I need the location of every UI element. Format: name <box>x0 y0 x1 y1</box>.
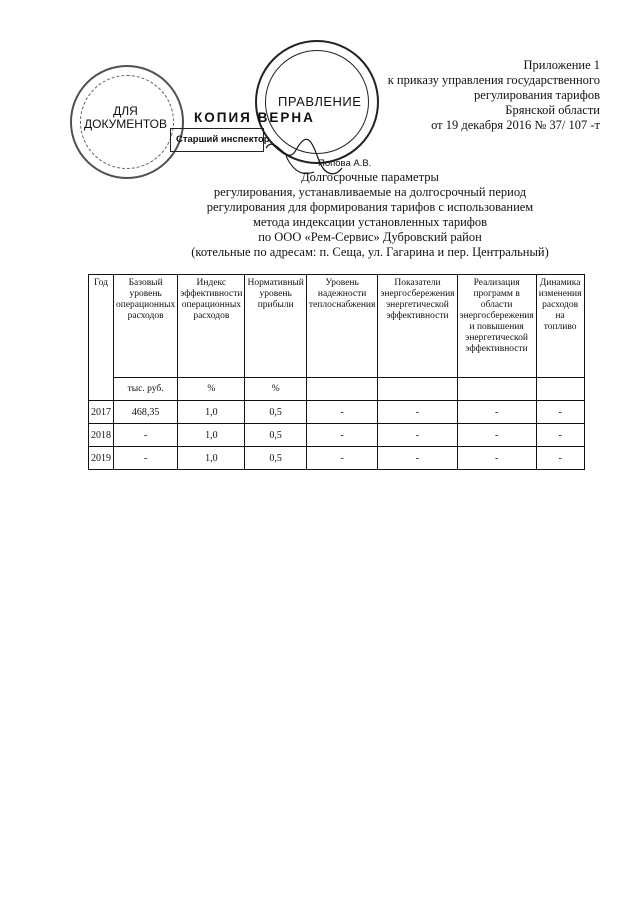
table-cell: - <box>457 401 536 424</box>
table-cell: - <box>306 401 377 424</box>
table-cell: - <box>306 447 377 470</box>
header-year: Год <box>89 275 114 401</box>
header-programs: Реализация программ в области энергосбережения и повышения энергетической эффективности <box>457 275 536 378</box>
table-cell: - <box>536 401 584 424</box>
document-title <box>150 170 590 260</box>
table-row <box>89 401 585 424</box>
table-row <box>89 424 585 447</box>
appendix-line: от 19 декабря 2016 № 37/ 107 -т <box>431 118 600 132</box>
inspector-label: Старший инспектор <box>176 134 270 145</box>
appendix-reference <box>300 58 600 133</box>
appendix-line: к приказу управления государственного <box>387 73 600 87</box>
table-cell: - <box>306 424 377 447</box>
table-cell: - <box>114 424 178 447</box>
table-cell: - <box>114 447 178 470</box>
header-reliability: Уровень надежности теплоснабжения <box>306 275 377 378</box>
table-cell: 0,5 <box>245 447 306 470</box>
title-line: регулирования, устанавливаемые на долгосрочный период <box>213 185 527 199</box>
table-cell: - <box>457 424 536 447</box>
header-efficiency-index: Индекс эффективности операционных расходов <box>178 275 245 378</box>
signer-name: Попова А.В. <box>318 158 372 169</box>
unit-cell: % <box>178 378 245 401</box>
title-line: регулирования для формирования тарифов с использованием <box>206 200 534 214</box>
copy-stamp-label: КОПИЯ ВЕРНА <box>194 110 315 125</box>
appendix-line: регулирования тарифов <box>474 88 600 102</box>
table-header-row <box>89 275 585 378</box>
table-cell: 0,5 <box>245 401 306 424</box>
table-cell: - <box>378 447 457 470</box>
unit-cell <box>536 378 584 401</box>
table-cell: 2017 <box>89 401 114 424</box>
title-line: Долгосрочные параметры <box>301 170 439 184</box>
table-cell: - <box>536 424 584 447</box>
table-cell: 1,0 <box>178 447 245 470</box>
header-base-opex: Базовый уровень операционных расходов <box>114 275 178 378</box>
seal-department-text: ПРАВЛЕНИЕ <box>278 94 362 109</box>
unit-cell <box>457 378 536 401</box>
header-profit-level: Нормативный уровень прибыли <box>245 275 306 378</box>
unit-cell: тыс. руб. <box>114 378 178 401</box>
title-line: (котельные по адресам: п. Сеща, ул. Гагарина и пер. Центральный) <box>191 245 549 259</box>
table-cell: - <box>536 447 584 470</box>
table-cell: 2018 <box>89 424 114 447</box>
unit-cell <box>306 378 377 401</box>
title-line: по ООО «Рем-Сервис» Дубровский район <box>258 230 482 244</box>
table-cell: 1,0 <box>178 424 245 447</box>
header-fuel-dynamics: Динамика изменения расходов на топливо <box>536 275 584 378</box>
header-energy-saving: Показатели энергосбережения энергетической эффективности <box>378 275 457 378</box>
table-cell: 0,5 <box>245 424 306 447</box>
table-cell: - <box>378 424 457 447</box>
table-cell: 2019 <box>89 447 114 470</box>
parameters-table <box>88 274 585 470</box>
table-cell: 468,35 <box>114 401 178 424</box>
unit-cell <box>378 378 457 401</box>
unit-cell: % <box>245 378 306 401</box>
appendix-line: Брянской области <box>505 103 600 117</box>
table-cell: 1,0 <box>178 401 245 424</box>
table-cell: - <box>378 401 457 424</box>
table-units-row <box>89 378 585 401</box>
appendix-line: Приложение 1 <box>523 58 600 72</box>
for-documents-stamp: ДЛЯ ДОКУМЕНТОВ <box>84 104 168 131</box>
table-cell: - <box>457 447 536 470</box>
title-line: метода индексации установленных тарифов <box>252 215 488 229</box>
table-row <box>89 447 585 470</box>
